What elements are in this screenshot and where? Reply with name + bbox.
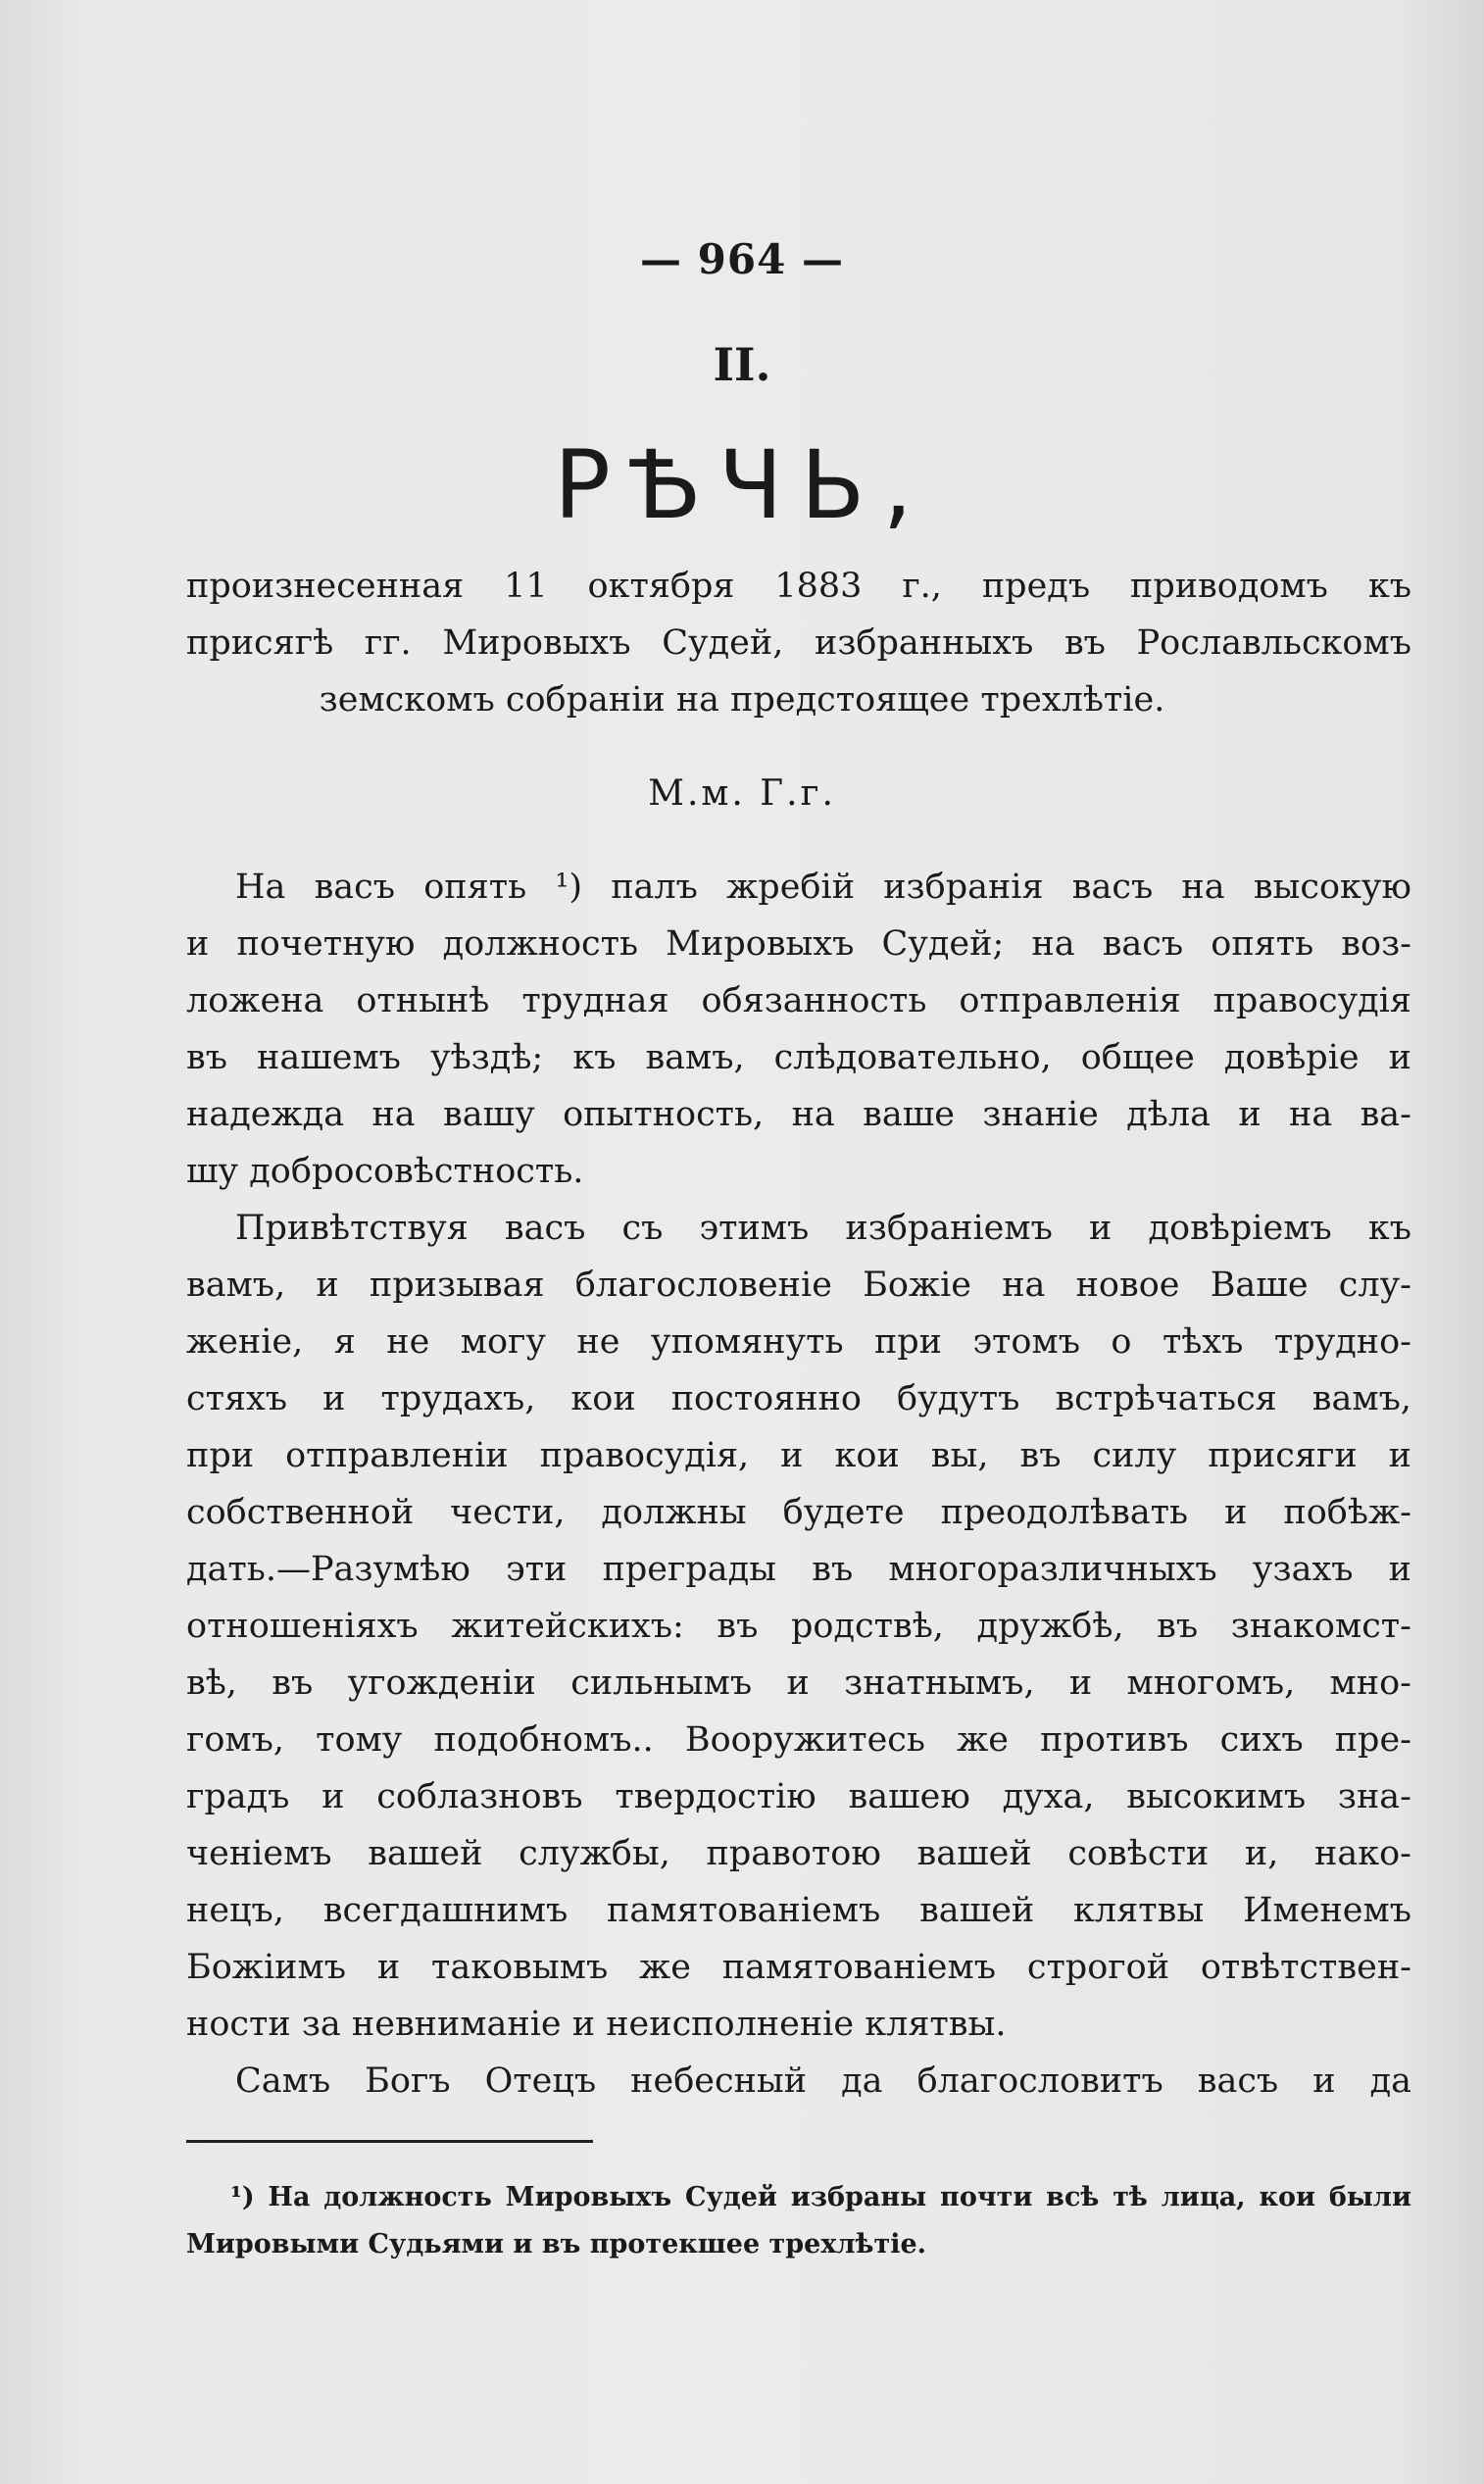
paragraph-2-line-13: нецъ, всегдашнимъ памятованіемъ вашей клятвы Именемъ xyxy=(186,1891,1411,1930)
paragraph-2-line-9: вѣ, въ угожденіи сильнымъ и знатнымъ, и многомъ, мно- xyxy=(186,1664,1411,1703)
paragraph-1-line-2: и почетную должность Мировыхъ Судей; на васъ опять воз- xyxy=(186,924,1411,964)
paragraph-1-line-3: ложена отнынѣ трудная обязанность отправленія правосудія xyxy=(186,981,1411,1020)
subtitle-line-1: произнесенная 11 октября 1883 г., предъ приводомъ къ xyxy=(186,567,1411,606)
section-number: II. xyxy=(713,338,771,391)
paragraph-1-line-1: На васъ опять ¹) палъ жребій избранія васъ на высокую xyxy=(235,868,1411,907)
speech-title: РѢЧЬ, xyxy=(553,430,931,540)
paragraph-2-line-1: Привѣтствуя васъ съ этимъ избраніемъ и довѣріемъ къ xyxy=(235,1209,1411,1248)
page-number: — 964 — xyxy=(640,235,844,283)
paragraph-2-line-6: собственной чести, должны будете преодолѣвать и побѣж- xyxy=(186,1493,1411,1532)
paragraph-2-line-15: ности за невниманіе и неисполненіе клятвы. xyxy=(186,2005,1007,2044)
paragraph-2-line-8: отношеніяхъ житейскихъ: въ родствѣ, дружбѣ, въ знакомст- xyxy=(186,1607,1411,1646)
paragraph-2-line-10: гомъ, тому подобномъ.. Вооружитесь же противъ сихъ пре- xyxy=(186,1720,1411,1760)
footnote-line-2: Мировыми Судьями и въ протекшее трехлѣтіе. xyxy=(186,2229,927,2260)
salutation: М.м. Г.г. xyxy=(648,773,836,814)
paragraph-2-line-11: градъ и соблазновъ твердостію вашею духа, высокимъ зна- xyxy=(186,1777,1411,1816)
paragraph-2-line-14: Божіимъ и таковымъ же памятованіемъ строгой отвѣтствен- xyxy=(186,1948,1411,1987)
footnote-divider xyxy=(186,2140,593,2143)
paragraph-2-line-3: женіе, я не могу не упомянуть при этомъ о тѣхъ трудно- xyxy=(186,1322,1411,1362)
paragraph-2-line-7: дать.—Разумѣю эти преграды въ многоразличныхъ узахъ и xyxy=(186,1550,1411,1589)
subtitle-line-3: земскомъ собраніи на предстоящее трехлѣтіе. xyxy=(319,680,1165,720)
paragraph-2-line-2: вамъ, и призывая благословеніе Божіе на новое Ваше слу- xyxy=(186,1266,1411,1305)
footnote-line-1: ¹) На должность Мировыхъ Судей избраны почти всѣ тѣ лица, кои были xyxy=(230,2182,1411,2212)
paragraph-2-line-4: стяхъ и трудахъ, кои постоянно будутъ встрѣчаться вамъ, xyxy=(186,1379,1411,1418)
paragraph-1-line-5: надежда на вашу опытность, на ваше знаніе дѣла и на ва- xyxy=(186,1095,1411,1134)
paragraph-1-line-6: шу добросовѣстность. xyxy=(186,1152,584,1191)
subtitle-line-2: присягѣ гг. Мировыхъ Судей, избранныхъ въ Рославльскомъ xyxy=(186,623,1411,663)
paragraph-2-line-5: при отправленіи правосудія, и кои вы, въ силу присяги и xyxy=(186,1436,1411,1475)
paragraph-3-line-1: Самъ Богъ Отецъ небесный да благословитъ васъ и да xyxy=(235,2062,1411,2101)
paragraph-2-line-12: ченіемъ вашей службы, правотою вашей совѣсти и, нако- xyxy=(186,1834,1411,1873)
paragraph-1-line-4: въ нашемъ уѣздѣ; къ вамъ, слѣдовательно, общее довѣріе и xyxy=(186,1038,1411,1077)
